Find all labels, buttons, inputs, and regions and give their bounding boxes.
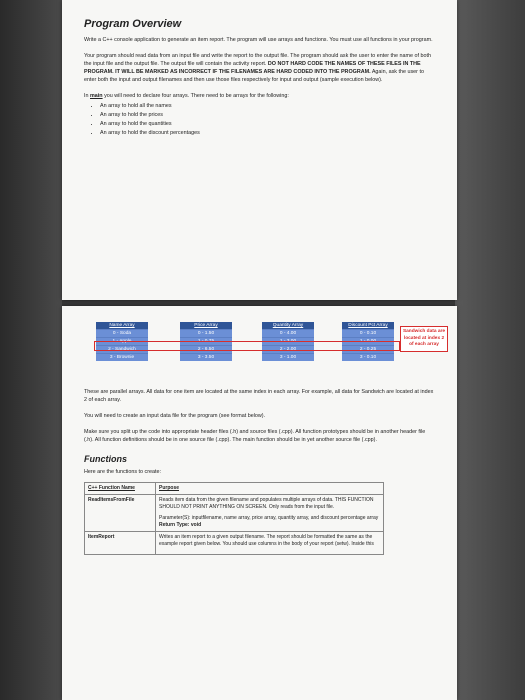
page-title: Program Overview: [84, 18, 182, 30]
array-cell: 0 - Soda: [96, 329, 148, 337]
array-cell: 2 - 2.00: [262, 345, 314, 353]
desk-background-left: [0, 0, 62, 700]
table-header-row: [85, 483, 384, 495]
array-header: Price Array: [180, 322, 232, 329]
array-cell: 0 - 0.10: [342, 329, 394, 337]
array-cell: 1 - 0.00: [342, 337, 394, 345]
file-io-paragraph: Your program should read data from an input file and write the report to the output file. The program should ask the user to enter the name of both the input file and the output file. The output file will contain the activity report. DO NOT HARD CODE THE NAMES OF THESE FILES IN THE PROGRAM. IT WILL BE MARKED AS INCORRECT IF THE FILENAMES ARE HARD CODED INTO THE PROGRAM. Again, ask the user to enter both the input and output filenames and then use those files respectively for input and output (sample execution below).: [84, 53, 432, 83]
functions-table: [84, 482, 384, 555]
table-row: [85, 532, 384, 555]
document-page-overview: [62, 0, 457, 300]
desk-background-right: [455, 0, 525, 700]
array-cell: 0 - 4.00: [262, 329, 314, 337]
column-header: Purpose: [156, 483, 384, 495]
list-item: • An array to hold the prices: [100, 111, 435, 120]
intro-paragraph: Write a C++ console application to generate an item report. The program will use arrays and functions. You must use all functions in your program.: [84, 37, 433, 43]
array-cell: 3 - 0.10: [342, 353, 394, 361]
parallel-arrays-paragraph: These are parallel arrays. All data for one item are located at the same index in each array. For example, all data for Sandwich are located at index 2 of each array.: [84, 389, 434, 403]
array-cell: 1 - 0.75: [180, 337, 232, 345]
arrays-bullet-list: [84, 102, 435, 138]
table-row: [85, 495, 384, 532]
array-header: Quantity Array: [262, 322, 314, 329]
sandwich-callout: Sandwich data are located at index 2 of each array: [400, 326, 448, 352]
column-header: C++ Function Name: [85, 483, 156, 495]
list-item: • An array to hold the discount percentages: [100, 129, 435, 138]
input-file-paragraph: You will need to create an input data file for the program (see format below).: [84, 413, 266, 419]
array-cell: 2 - 6.50: [180, 345, 232, 353]
document-page-functions: [62, 306, 457, 700]
array-cell: 3 - Brownie: [96, 353, 148, 361]
list-item: • An array to hold all the names: [100, 102, 435, 111]
array-cell: 3 - 1.00: [262, 353, 314, 361]
functions-heading: Functions: [84, 454, 127, 464]
array-cell: 1 - 3.00: [262, 337, 314, 345]
array-cell: 1 - Apple: [96, 337, 148, 345]
function-purpose: Reads item data from the given filename and populates multiple arrays of data. THIS FUNCTION SHOULD NOT PRINT ANYTHING ON SCREEN. Only reads from the input file. Parameter(S): inputfilename, name array, price array, quantity array, and discount percentage array Return Type: void: [156, 495, 384, 532]
function-name: ReadItemsFromFile: [85, 495, 156, 532]
array-cell: 2 - Sandwich: [96, 345, 148, 353]
function-name: ItemReport: [85, 532, 156, 555]
function-purpose: Writes an item report to a given output filename. The report should be formatted the same as the example report given below. You should use columns in the body of your report (setw). Inside this: [156, 532, 384, 555]
list-item: • An array to hold the quantities: [100, 120, 435, 129]
array-cell: 0 - 1.50: [180, 329, 232, 337]
header-files-paragraph: Make sure you split up the code into appropriate header files (.h) and source files (.cpp). All function prototypes should be in another header file (.h). All function definitions should be in one source file (.cpp). The main function should be in yet another source file (.cpp).: [84, 429, 426, 443]
array-cell: 3 - 3.50: [180, 353, 232, 361]
arrays-intro: In main you will need to declare four arrays. There need to be arrays for the following:: [84, 93, 289, 99]
array-cell: 2 - 0.25: [342, 345, 394, 353]
parallel-arrays-diagram: [84, 322, 446, 388]
functions-intro: Here are the functions to create:: [84, 469, 162, 475]
array-header: Name Array: [96, 322, 148, 329]
index-2-highlight: [94, 341, 400, 351]
array-header: Discount Pct Array: [342, 322, 394, 329]
